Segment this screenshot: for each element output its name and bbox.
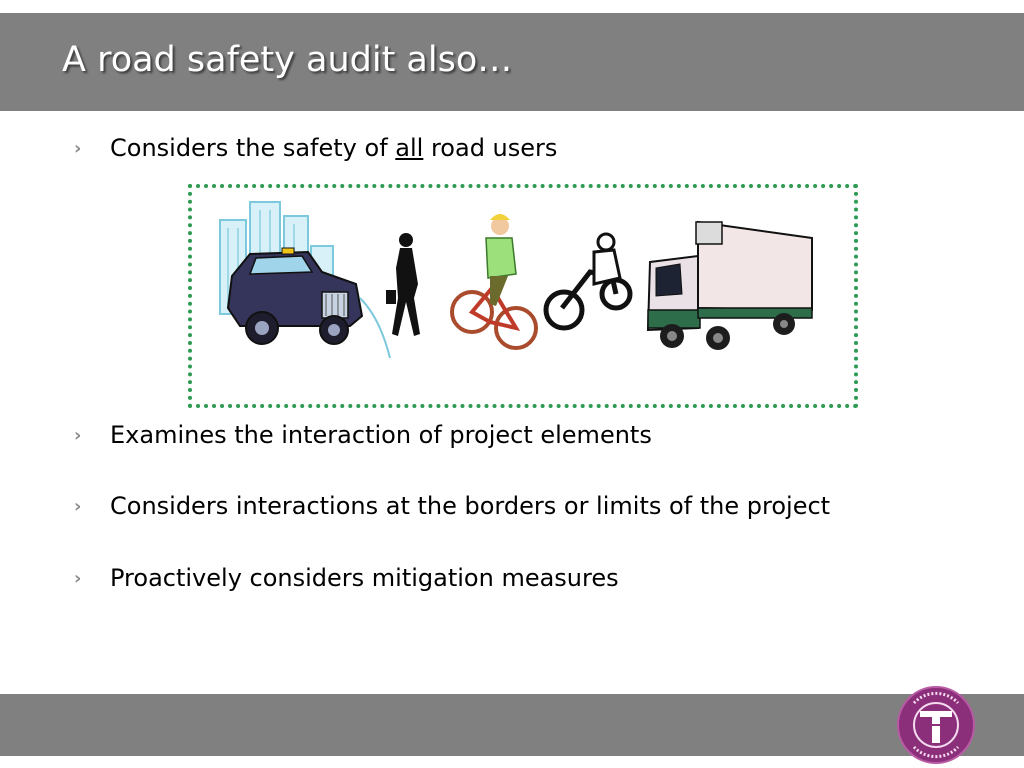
bullet-text — [110, 134, 557, 162]
bullet-text-after: road users — [423, 134, 558, 162]
taxi-car-icon — [228, 248, 390, 358]
bullet-text: Considers interactions at the borders or limits of the project — [110, 492, 831, 520]
bullet-text: Examines the interaction of project elements — [110, 421, 652, 449]
bullet-item-4 — [74, 564, 619, 592]
bullet-item-1 — [74, 134, 557, 162]
bullet-text-before: Considers the safety of — [110, 134, 396, 162]
bullet-text: Proactively considers mitigation measures — [110, 564, 619, 592]
bullet-marker: › — [74, 496, 82, 517]
odot-logo — [896, 685, 976, 765]
road-users-illustration — [210, 198, 830, 368]
delivery-truck-icon — [648, 222, 812, 350]
bullet-marker: › — [74, 568, 82, 589]
bullet-item-3 — [74, 492, 830, 520]
bicyclist-icon — [452, 214, 536, 348]
bullet-marker: › — [74, 138, 82, 159]
bullet-item-2 — [74, 421, 652, 449]
slide-title: A road safety audit also… — [62, 40, 513, 80]
footer-bar — [0, 694, 1024, 756]
pedestrian-icon — [386, 233, 420, 336]
bullet-text-emphasis: all — [395, 134, 424, 162]
motorcyclist-icon — [546, 234, 630, 328]
bullet-marker: › — [74, 425, 82, 446]
